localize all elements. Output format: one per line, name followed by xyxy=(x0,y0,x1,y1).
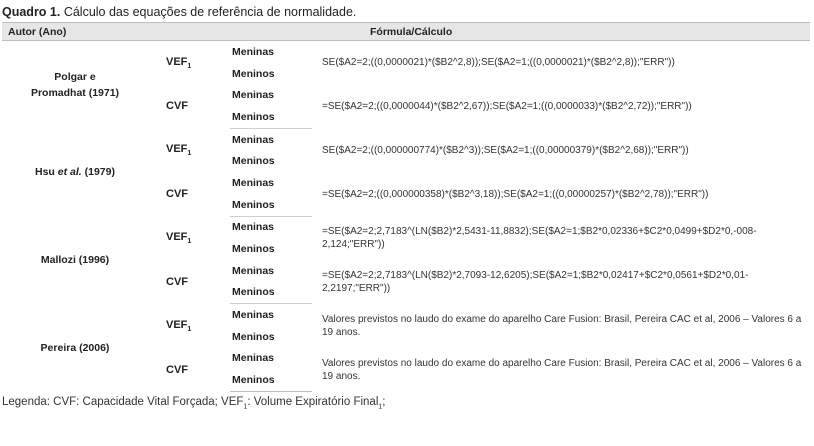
formula-cell: =SE($A2=2;2,7183^(LN($B2)*2,5431-11,8832);SE($A2=1;$B2*0,02336+$C2*0,0499+$D2*0,-008-2,124;"ERR")) xyxy=(322,225,757,250)
table-row xyxy=(2,128,810,150)
sex-cell: Meninas xyxy=(232,176,275,189)
author-cell xyxy=(2,128,148,216)
caption-label: Quadro 1. xyxy=(2,5,61,19)
measure-name: VEF xyxy=(166,143,188,156)
author-line: Mallozi (1996) xyxy=(40,253,110,266)
header-spacer-2 xyxy=(230,23,312,41)
table-row xyxy=(2,216,810,238)
formula-cell: =SE($A2=2;2,7183^(LN($B2)*2,7093-12,6205);SE($A2=1;$B2*0,02417+$C2*0,0561+$D2*0,01-2,2197;"ERR")) xyxy=(322,269,749,294)
legend-sub-1: 1 xyxy=(243,403,248,411)
measure-name: VEF xyxy=(166,230,188,243)
formula-cell: =SE($A2=2;((0,000000358)*($B2^3,18));SE($A2=1;((0,00000257)*($B2^2,78));"ERR")) xyxy=(322,188,709,200)
table-row xyxy=(2,304,810,326)
measure-name: CVF xyxy=(166,188,188,201)
reference-equations-table xyxy=(2,22,810,392)
measure-name: CVF xyxy=(166,363,188,376)
sex-cell: Meninos xyxy=(230,106,312,128)
legend-part-3: ; xyxy=(382,396,386,408)
measure-subscript: 1 xyxy=(187,238,192,246)
sex-cell: Meninos xyxy=(232,155,275,168)
measure-cell xyxy=(148,84,230,128)
author-line: Promadhat (1971) xyxy=(30,86,120,99)
sex-cell: Meninos xyxy=(232,243,275,256)
measure-cell xyxy=(148,304,230,348)
author-line: Hsu et al. (1979) xyxy=(35,166,115,179)
measure-subscript: 1 xyxy=(187,150,192,158)
author-line: Polgar e xyxy=(54,70,96,83)
sex-cell: Meninas xyxy=(232,309,275,322)
sex-cell: Meninas xyxy=(232,133,275,146)
sex-cell: Meninas xyxy=(232,352,275,365)
measure-name: CVF xyxy=(166,100,188,113)
legend-sub-2: 1 xyxy=(378,403,383,411)
legend-part-1: Legenda: CVF: Capacidade Vital Forçada; VEF xyxy=(2,396,244,408)
author-cell xyxy=(2,41,148,129)
measure-cell xyxy=(148,260,230,304)
header-author: Autor (Ano) xyxy=(2,23,148,41)
et-al-italic: et al. xyxy=(57,166,82,179)
sex-cell: Meninos xyxy=(230,282,312,304)
author-cell xyxy=(2,304,148,392)
sex-cell: Meninas xyxy=(232,89,275,102)
formula-cell: SE($A2=2;((0,0000021)*($B2^2,8));SE($A2=1;((0,0000021)*($B2^2,8));"ERR")) xyxy=(322,57,675,69)
author-cell xyxy=(2,216,148,304)
formula-cell: Valores previstos no laudo do exame do aparelho Care Fusion: Brasil, Pereira CAC et al, 2006 – Valores 6 a 19 anos. xyxy=(322,313,802,338)
author-line: Pereira (2006) xyxy=(40,341,110,354)
measure-cell xyxy=(148,128,230,172)
table-header-row xyxy=(2,23,810,41)
caption-text: Cálculo das equações de referência de normalidade. xyxy=(60,5,357,19)
sex-cell: Meninas xyxy=(232,45,275,58)
sex-cell: Meninos xyxy=(232,330,275,343)
sex-cell: Meninos xyxy=(230,369,312,391)
measure-name: VEF xyxy=(166,318,188,331)
measure-name: VEF xyxy=(166,55,188,68)
header-formula: Fórmula/Cálculo xyxy=(312,23,810,41)
sex-cell: Meninos xyxy=(230,194,312,216)
sex-cell: Meninos xyxy=(232,67,275,80)
measure-cell xyxy=(148,172,230,216)
measure-cell xyxy=(148,348,230,392)
formula-cell: Valores previstos no laudo do exame do aparelho Care Fusion: Brasil, Pereira CAC et al, 2006 – Valores 6 a 19 anos. xyxy=(322,357,802,382)
formula-cell: =SE($A2=2;((0,0000044)*($B2^2,67));SE($A2=1;((0,0000033)*($B2^2,72));"ERR")) xyxy=(322,100,692,112)
sex-cell: Meninas xyxy=(232,221,275,234)
sex-cell: Meninas xyxy=(232,264,275,277)
legend-part-2: : Volume Expiratório Final xyxy=(247,396,379,408)
measure-name: CVF xyxy=(166,275,188,288)
table-legend xyxy=(2,396,814,410)
table-row xyxy=(2,41,810,63)
table-caption xyxy=(2,4,814,20)
header-spacer-1 xyxy=(148,23,230,41)
measure-subscript: 1 xyxy=(187,62,192,70)
table-body xyxy=(2,41,810,392)
measure-subscript: 1 xyxy=(187,325,192,333)
measure-cell xyxy=(148,41,230,85)
measure-cell xyxy=(148,216,230,260)
formula-cell: SE($A2=2;((0,000000774)*($B2^3));SE($A2=1;((0,00000379)*($B2^2,68));"ERR")) xyxy=(322,144,689,156)
